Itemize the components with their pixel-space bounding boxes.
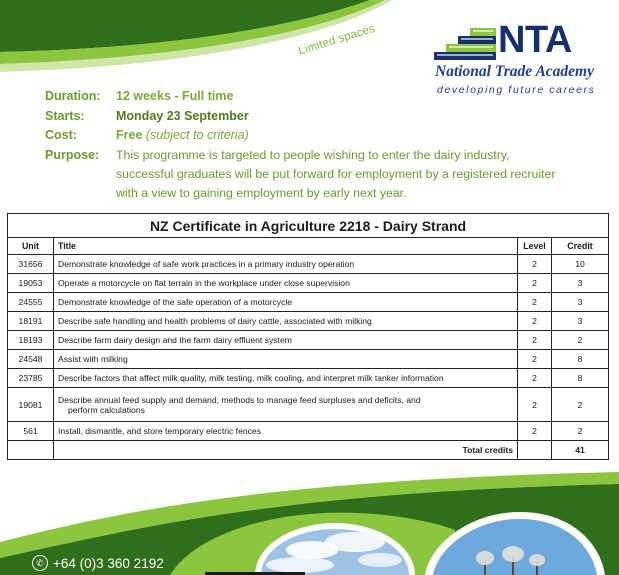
- unit-cell: 561: [8, 422, 54, 441]
- header-unit: Unit: [8, 238, 54, 255]
- total-label: Total credits: [54, 441, 518, 460]
- title-cell: Demonstrate knowledge of safe work practices in a primary industry operation: [54, 255, 518, 274]
- phone-icon: ✆: [32, 555, 48, 571]
- table-row: [8, 350, 609, 369]
- duration-label: Duration:: [45, 89, 101, 103]
- credit-cell: 8: [552, 350, 609, 369]
- duration-row: [45, 87, 605, 107]
- programme-info: [45, 87, 605, 206]
- table-row: [8, 274, 609, 293]
- unit-cell: 24555: [8, 293, 54, 312]
- credit-cell: 2: [552, 331, 609, 350]
- title-cell: Describe factors that affect milk quality, milk testing, milk cooling, and interpret milk tanker information: [54, 369, 518, 388]
- purpose-line-3: with a view to gaining employment by early next year.: [116, 185, 407, 200]
- cost-value-group: [116, 126, 249, 146]
- title-line-1: Describe annual feed supply and demand, methods to manage feed surpluses and deficits, and: [58, 394, 421, 405]
- starts-label: Starts:: [45, 108, 85, 123]
- table-row: [8, 369, 609, 388]
- unit-cell: 19053: [8, 274, 54, 293]
- title-cell: Operate a motorcycle on flat terrain in the workplace under close supervision: [54, 274, 518, 293]
- total-row: [8, 441, 609, 460]
- table-row: [8, 255, 609, 274]
- level-cell: 2: [518, 331, 552, 350]
- unit-cell: 24548: [8, 350, 54, 369]
- header-title: Title: [54, 238, 518, 255]
- title-cell: Demonstrate knowledge of the safe operation of a motorcycle: [54, 293, 518, 312]
- total-empty-cell: [8, 441, 54, 460]
- title-cell: Install, dismantle, and store temporary electric fences: [54, 422, 518, 441]
- level-cell: 2: [518, 312, 552, 331]
- level-cell: 2: [518, 274, 552, 293]
- limited-spaces-banner: Limited spaces: [297, 22, 377, 58]
- title-line-2: perform calculations: [68, 404, 145, 415]
- credit-cell: 3: [552, 293, 609, 312]
- table-title-row: [8, 214, 609, 238]
- title-cell: Describe farm dairy design and the farm dairy effluent system: [54, 331, 518, 350]
- purpose-text: [116, 146, 596, 203]
- duration-value: 12 weeks - Full time: [116, 89, 234, 103]
- level-cell: 2: [518, 369, 552, 388]
- unit-cell: 31656: [8, 255, 54, 274]
- purpose-line-2: successful graduates will be put forward for employment by a registered recruiter: [116, 166, 556, 181]
- logo-name: National Trade Academy: [435, 63, 594, 80]
- level-cell: 2: [518, 388, 552, 422]
- credit-cell: 3: [552, 312, 609, 331]
- table-header-row: [8, 238, 609, 255]
- header-credit: Credit: [552, 238, 609, 255]
- credit-cell: 10: [552, 255, 609, 274]
- credit-cell: 2: [552, 388, 609, 422]
- table-row: [8, 388, 609, 422]
- cost-value: Free: [116, 128, 143, 142]
- purpose-label: Purpose:: [45, 147, 100, 162]
- purpose-row: [45, 146, 605, 206]
- table-row: [8, 331, 609, 350]
- logo-acronym: NTA: [498, 19, 572, 61]
- title-cell: Assist with milking: [54, 350, 518, 369]
- table-row: [8, 312, 609, 331]
- credit-cell: 3: [552, 274, 609, 293]
- unit-cell: 19081: [8, 388, 54, 422]
- level-cell: 2: [518, 422, 552, 441]
- total-empty-level: [518, 441, 552, 460]
- table-row: [8, 422, 609, 441]
- credit-cell: 2: [552, 422, 609, 441]
- phone-contact[interactable]: [32, 555, 164, 571]
- phone-number[interactable]: +64 (0)3 360 2192: [53, 555, 164, 571]
- header-level: Level: [518, 238, 552, 255]
- cost-label: Cost:: [45, 128, 77, 142]
- unit-cell: 18193: [8, 331, 54, 350]
- table-row: [8, 293, 609, 312]
- stepped-logo-mark-icon: [434, 26, 496, 60]
- starts-value: Monday 23 September: [116, 108, 249, 123]
- level-cell: 2: [518, 350, 552, 369]
- level-cell: 2: [518, 255, 552, 274]
- logo-tagline: developing future careers: [437, 84, 596, 96]
- title-cell: [54, 388, 518, 422]
- title-cell: Describe safe handling and health problems of dairy cattle, associated with milking: [54, 312, 518, 331]
- purpose-line-1: This programme is targeted to people wishing to enter the dairy industry,: [116, 147, 510, 162]
- level-cell: 2: [518, 293, 552, 312]
- starts-row: [45, 107, 605, 127]
- total-value: 41: [552, 441, 609, 460]
- table-title: NZ Certificate in Agriculture 2218 - Dairy Strand: [8, 214, 609, 238]
- unit-cell: 18191: [8, 312, 54, 331]
- cost-row: [45, 126, 605, 146]
- credit-cell: 8: [552, 369, 609, 388]
- cost-note: (subject to criteria): [145, 128, 249, 142]
- unit-cell: 23785: [8, 369, 54, 388]
- certificate-table: [7, 213, 609, 460]
